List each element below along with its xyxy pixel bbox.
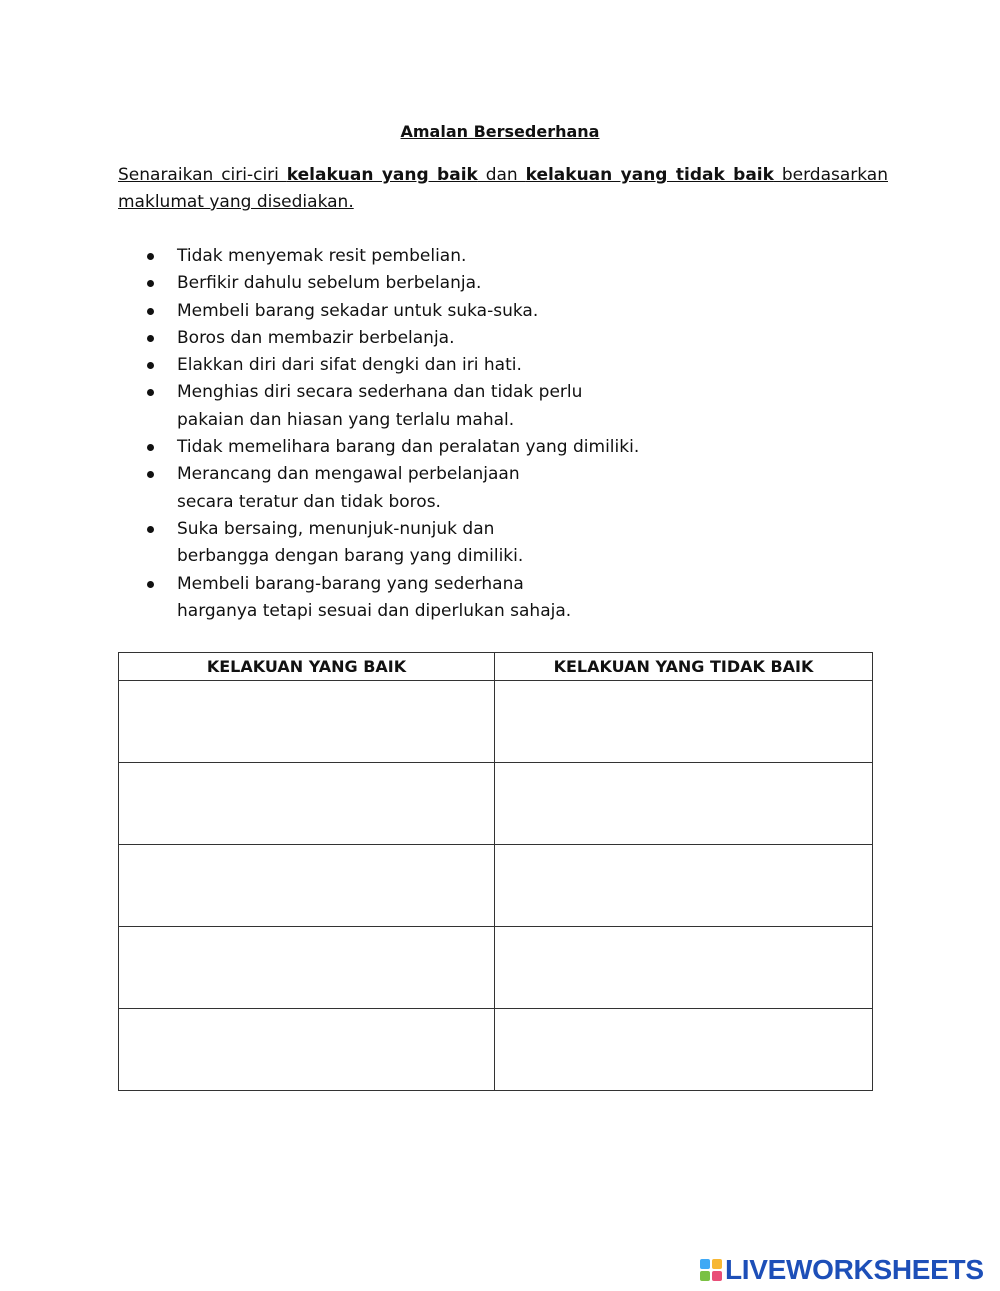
bullet-icon <box>147 581 154 588</box>
answer-cell-good[interactable] <box>119 845 495 927</box>
list-item-line-2: pakaian dan hiasan yang terlalu mahal. <box>177 409 515 430</box>
list-item-line-1: Tidak memelihara barang dan peralatan yang dimiliki. <box>177 437 640 458</box>
bullet-icon <box>147 444 154 451</box>
list-item-line-1: Menghias diri secara sederhana dan tidak perlu <box>177 382 583 403</box>
table-row <box>119 763 873 845</box>
answer-cell-good[interactable] <box>119 681 495 763</box>
list-item-line-1: Elakkan diri dari sifat dengki dan iri hati. <box>177 355 522 376</box>
logo-square <box>712 1259 722 1269</box>
list-item-line-1: Boros dan membazir berbelanja. <box>177 327 455 348</box>
header-good-behaviour: KELAKUAN YANG BAIK <box>119 653 495 681</box>
brand-name: LIVEWORKSHEETS <box>725 1254 984 1285</box>
worksheet-title: Amalan Bersederhana <box>400 122 600 141</box>
list-item <box>145 325 639 352</box>
bullet-icon <box>147 253 154 260</box>
logo-square <box>700 1259 710 1269</box>
list-item-line-2: berbangga dengan barang yang dimiliki. <box>177 546 524 567</box>
answer-cell-bad[interactable] <box>495 927 873 1009</box>
list-item <box>145 298 639 325</box>
list-item <box>145 516 639 571</box>
list-item <box>145 461 639 516</box>
liveworksheets-logo-icon <box>700 1259 722 1281</box>
bullet-icon <box>147 471 154 478</box>
table-row <box>119 927 873 1009</box>
list-item-line-2: harganya tetapi sesuai dan diperlukan sahaja. <box>177 600 572 621</box>
bullet-icon <box>147 526 154 533</box>
logo-square <box>700 1271 710 1281</box>
bullet-icon <box>147 308 154 315</box>
answer-cell-bad[interactable] <box>495 763 873 845</box>
behaviour-list <box>145 243 639 625</box>
list-item-line-1: Tidak menyemak resit pembelian. <box>177 246 467 266</box>
table-row <box>119 681 873 763</box>
table-row <box>119 1009 873 1091</box>
instruction-part-1: Senaraikan ciri-ciri <box>118 165 287 185</box>
answer-cell-good[interactable] <box>119 763 495 845</box>
bullet-icon <box>147 335 154 342</box>
list-item <box>145 270 639 297</box>
list-item-line-1: Berfikir dahulu sebelum berbelanja. <box>177 273 482 294</box>
instruction-part-3: berdasarkan maklumat yang disediakan. <box>118 165 888 212</box>
answer-cell-good[interactable] <box>119 1009 495 1091</box>
table-row <box>119 845 873 927</box>
list-item-line-1: Membeli barang-barang yang sederhana <box>177 573 524 594</box>
list-item-line-2: secara teratur dan tidak boros. <box>177 491 441 512</box>
list-item <box>145 379 639 434</box>
list-item-line-1: Membeli barang sekadar untuk suka-suka. <box>177 300 539 321</box>
answer-cell-bad[interactable] <box>495 1009 873 1091</box>
header-bad-behaviour: KELAKUAN YANG TIDAK BAIK <box>495 653 873 681</box>
liveworksheets-brand[interactable] <box>700 1255 984 1285</box>
answer-cell-bad[interactable] <box>495 845 873 927</box>
logo-square <box>712 1271 722 1281</box>
answer-cell-good[interactable] <box>119 927 495 1009</box>
list-item-line-1: Suka bersaing, menunjuk-nunjuk dan <box>177 518 495 539</box>
instruction-text <box>118 162 888 216</box>
instruction-bold-bad: kelakuan yang tidak baik <box>525 165 774 185</box>
instruction-bold-good: kelakuan yang baik <box>286 165 478 185</box>
list-item <box>145 352 639 379</box>
table-header-row <box>119 653 873 681</box>
list-item <box>145 434 639 461</box>
list-item-line-1: Merancang dan mengawal perbelanjaan <box>177 464 520 485</box>
list-item <box>145 243 639 270</box>
bullet-icon <box>147 389 154 396</box>
list-item <box>145 571 639 626</box>
instruction-part-2: dan <box>477 165 526 185</box>
bullet-icon <box>147 362 154 369</box>
answer-cell-bad[interactable] <box>495 681 873 763</box>
bullet-icon <box>147 280 154 287</box>
answer-table <box>118 652 873 1091</box>
